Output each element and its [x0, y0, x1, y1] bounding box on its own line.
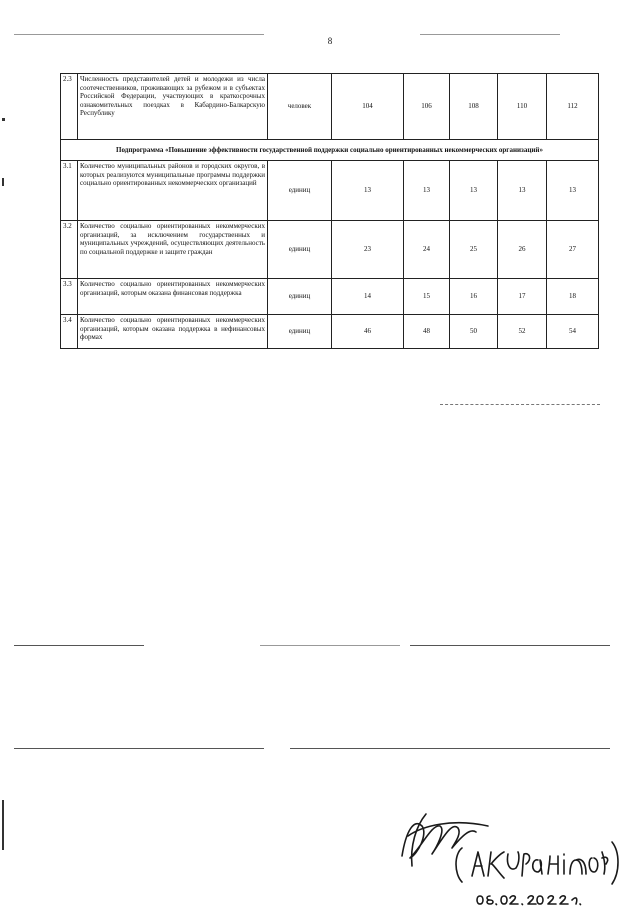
table-row [61, 221, 599, 279]
value-cell: 106 [404, 74, 450, 140]
scan-line-low-left [14, 748, 264, 749]
value-cell: 108 [450, 74, 498, 140]
page-number: 8 [327, 36, 333, 46]
value-cell: 52 [498, 315, 547, 349]
indicator-description: Количество муниципальных районов и городских округов, в которых реализуются муниципальные программы поддержки социально ориентированных некоммерческих организаций [78, 161, 268, 221]
row-number: 3.1 [61, 161, 78, 221]
value-cell: 13 [404, 161, 450, 221]
value-cell: 13 [498, 161, 547, 221]
scan-line-low-right [290, 748, 610, 749]
value-cell: 104 [332, 74, 404, 140]
unit-cell: единиц [268, 221, 332, 279]
value-cell: 13 [450, 161, 498, 221]
value-cell: 110 [498, 74, 547, 140]
indicators-table [60, 73, 599, 349]
indicator-description: Количество социально ориентированных некоммерческих организаций, за исключением государственных и муниципальных учреждений, осуществляющих деятельность по социальной поддержке и защите граждан [78, 221, 268, 279]
subprogram-row [61, 140, 599, 161]
value-cell: 48 [404, 315, 450, 349]
scan-line-top-right [420, 34, 560, 35]
unit-cell: единиц [268, 279, 332, 315]
table-row [61, 74, 599, 140]
unit-cell: человек [268, 74, 332, 140]
value-cell: 15 [404, 279, 450, 315]
scan-line-mid-center [260, 645, 400, 646]
row-number: 2.3 [61, 74, 78, 140]
row-number: 3.4 [61, 315, 78, 349]
row-number: 3.2 [61, 221, 78, 279]
unit-cell: единиц [268, 315, 332, 349]
value-cell: 14 [332, 279, 404, 315]
left-edge-mark [2, 800, 4, 850]
scan-line-under-table-right [440, 404, 600, 405]
value-cell: 24 [404, 221, 450, 279]
table-row [61, 315, 599, 349]
value-cell: 13 [547, 161, 599, 221]
value-cell: 16 [450, 279, 498, 315]
value-cell: 13 [332, 161, 404, 221]
value-cell: 17 [498, 279, 547, 315]
scan-line-mid-right [410, 645, 610, 646]
handwritten-signature [392, 796, 622, 906]
value-cell: 54 [547, 315, 599, 349]
left-edge-mark [2, 178, 4, 186]
scan-line-mid-left [14, 645, 144, 646]
indicator-description: Количество социально ориентированных некоммерческих организаций, которым оказана поддержка в нефинансовых формах [78, 315, 268, 349]
row-number: 3.3 [61, 279, 78, 315]
indicator-description: Количество социально ориентированных некоммерческих организаций, которым оказана финансовая поддержка [78, 279, 268, 315]
table-row [61, 279, 599, 315]
subprogram-title: Подпрограмма «Повышение эффективности государственной поддержки социально ориентированных некоммерческих организаций» [61, 140, 599, 161]
unit-cell: единиц [268, 161, 332, 221]
value-cell: 18 [547, 279, 599, 315]
value-cell: 27 [547, 221, 599, 279]
scan-line-top-left [14, 34, 264, 35]
value-cell: 23 [332, 221, 404, 279]
value-cell: 25 [450, 221, 498, 279]
value-cell: 46 [332, 315, 404, 349]
value-cell: 50 [450, 315, 498, 349]
table-row [61, 161, 599, 221]
left-edge-mark [2, 118, 5, 121]
value-cell: 112 [547, 74, 599, 140]
indicator-description: Численность представителей детей и молодежи из числа соотечественников, проживающих за рубежом и в субъектах Российской Федерации, участвующих в краткосрочных ознакомительных поездках в Кабардино-Балкарскую Республику [78, 74, 268, 140]
value-cell: 26 [498, 221, 547, 279]
